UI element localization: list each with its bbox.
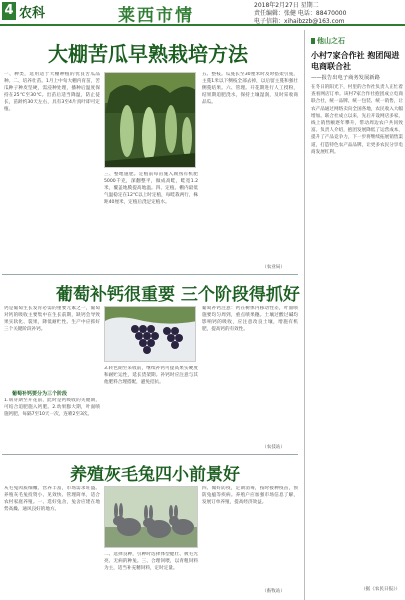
bitter-melon-image bbox=[105, 73, 196, 168]
section-title: 农科 bbox=[19, 6, 46, 21]
newspaper-brand: 莱西市情 bbox=[118, 6, 194, 26]
article2-col1: 钙是葡萄生长发育必需的重要元素之一，葡萄对钙的吸收主要集中在生长前期，缺钙会导致果实软化、裂果，降低耐贮性。生产中应抓好三个关键阶段补钙。 bbox=[4, 306, 100, 332]
sidebar-subtitle: ——报告出电子商务发展新路 bbox=[311, 75, 380, 81]
page-header bbox=[0, 0, 405, 26]
date-line: 2018年2月27日 星期二 bbox=[254, 2, 319, 9]
article2-author: （农技站） bbox=[262, 445, 285, 450]
main-column bbox=[0, 30, 300, 600]
article3-col3: 四、做好防疫，定期消毒，按时接种疫苗，预防兔瘟等疾病。养殖户应加强市场信息了解，发展订单养殖，提高经济效益。 bbox=[202, 486, 298, 505]
sidebar-body: 在冬日的阳光下，村里的合作社负责人正忙着查看网店订单。该村7家合作社抱团成立电商联合社，统一品牌、统一包装、统一销售，让农产品通过网络卖向全国各地，农民收入大幅增加。联合社成立以来，先后开设网店多家，线上销售额逐年攀升，带动周边农户共同致富。负责人介绍，抱团发展降低了运营成本，提升了产品竞争力，下一步将继续拓展销售渠道，打造特色农产品品牌，让更多农民分享电商发展红利。 bbox=[311, 85, 403, 155]
article2-col1b: 1.萌芽期至开花前，此时是钙吸收的关键期，可结合追肥施入钙肥。2.幼果膨大期，叶面喷施钙肥，每隔7至10天一次，连喷2至3次。 bbox=[4, 398, 100, 417]
article2-subhead: 葡萄补钙要分为三个阶段 bbox=[12, 391, 68, 397]
article3-col2: 二、选择良种，引种时选择体型健壮、被毛光亮、无病的种兔。三、合理饲喂，以青粗饲料为主，适当补充精饲料，定时定量。 bbox=[104, 552, 198, 571]
article1-author: （农业局） bbox=[262, 265, 285, 270]
article1-col3: 五、整枝。瓜蔓长至30厘米时及时搭架引蔓，主蔓1米以下侧枝全部去掉，以后留主蔓和强壮侧蔓结果。六、管理。开花期进行人工授粉，结果期追肥浇水，保持土壤湿润，及时采收商品瓜。 bbox=[202, 72, 298, 105]
article3-col1: 灰毛兔肉质细嫩、营养丰富，市场需求旺盛。养殖灰毛兔投资小、见效快、管理简单，适合农村家庭养殖。一、选好兔舍，兔舍应建在地势高燥、通风良好的地方。 bbox=[4, 486, 100, 512]
sidebar-tag: 他山之石 bbox=[311, 36, 371, 46]
sidebar bbox=[304, 30, 405, 600]
article2-col2: 3.转色期至采收前，继续补钙可提高果实硬度和耐贮运性，延长货架期。补钙时应注意与其他肥料合理搭配，避免拮抗。 bbox=[104, 366, 198, 385]
email-line: 电子信箱：xihaibzzb@163.com bbox=[254, 18, 345, 25]
article3-author: （畜牧站） bbox=[262, 589, 285, 594]
header-meta bbox=[254, 2, 402, 26]
sidebar-title: 小村7家合作社 抱团闯进电商联合社 bbox=[311, 50, 400, 71]
page-number: 4 bbox=[2, 2, 16, 20]
article3-title: 养殖灰毛兔四小前景好 bbox=[70, 465, 240, 485]
rabbit-photo bbox=[104, 486, 198, 548]
article1-col2: 三、整地施肥。定植前每亩施入腐熟有机肥5000千克，深翻整平，做成高畦，畦宽1.2米，覆盖地膜提高地温。四、定植。棚内最低气温稳定在12℃以上时定植，每畦栽两行，株距40厘米，定植后浇足定植水。 bbox=[104, 172, 198, 205]
divider bbox=[2, 454, 298, 455]
bitter-melon-photo bbox=[104, 72, 196, 168]
article2-col3: 葡萄补钙注意：钙在树体内移动性差，叶面喷施要均匀周到，重点喷果穗。土壤过酸过碱均影响钙的吸收，应注意改良土壤，增施有机肥，提高钙的有效性。 bbox=[202, 306, 298, 332]
article1-intro: 一、种类，选用适于大棚种植的优良苦瓜品种。二、培养壮苗。1月上中旬大棚内育苗，苦瓜种子种皮坚硬，需浸种处理，播种后温度保持在25℃至30℃。出苗后适当降温，防止徒长，苗龄约30天左右，具有3至4片真叶即可定植。 bbox=[4, 72, 100, 112]
article1-title: 大棚苦瓜早熟栽培方法 bbox=[48, 42, 248, 66]
grape-photo bbox=[104, 306, 196, 362]
sidebar-source: （据《农民日报》） bbox=[361, 587, 401, 592]
grape-image bbox=[105, 307, 196, 362]
divider bbox=[2, 274, 298, 275]
rabbit-image bbox=[105, 487, 198, 548]
article2-title: 葡萄补钙很重要 三个阶段得抓好 bbox=[56, 285, 300, 305]
editor-line: 责任编辑：张健 电话：88470000 bbox=[254, 10, 347, 17]
